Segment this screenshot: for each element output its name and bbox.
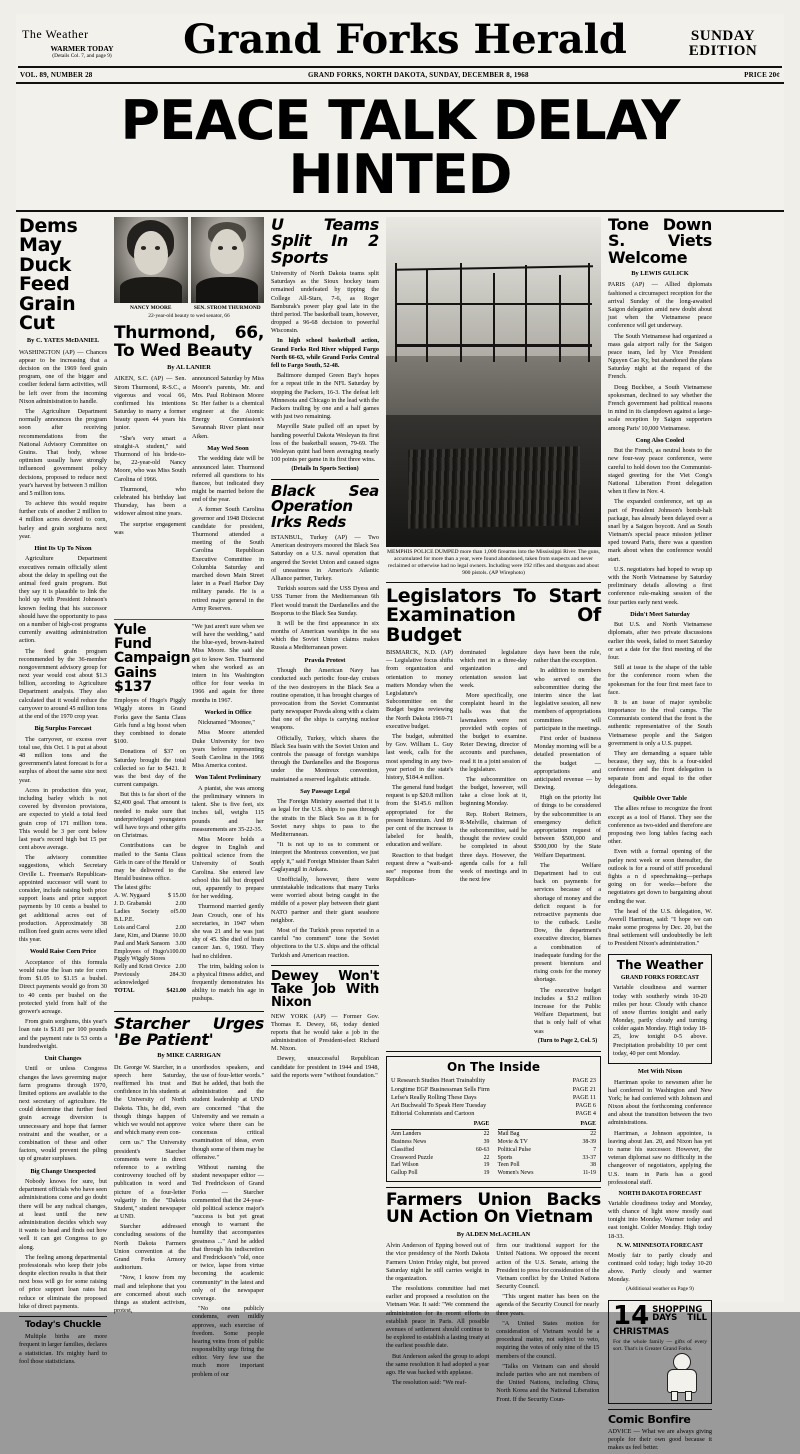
thurmond-para: announced Saturday by Miss Moore's parents, Mr. and Mrs. Paul Robinson Moore Sr. Her father is a chemical engineer at the Atomic Energy Commission's Savannah River plant near Aiken. [192,375,264,440]
legislators-para: Rep. Robert Reimers, R-Melville, chairman of the subcommittee, said he thought the review could be completed in about three days. However, the agenda calls for a full week of meetings and in the next few [460,810,527,884]
black-sea-para: ISTANBUL, Turkey (AP) — Two American destroyers moored the Black Sea Saturday on a U.S. naval operation that angered the Soviet Union and caused signs of uneasiness in America's Atlantic Alliance partner, Turkey. [271,534,379,582]
inside-feature-row[interactable] [391,1077,596,1085]
weather-flag-title: The Weather [22,26,89,41]
divider [114,619,264,620]
yule-item-label: Previously acknowledged [114,972,149,987]
yule-headline: Yule Fund Campaign Gains $137 [114,621,191,695]
yule-list-item [114,893,186,901]
yule-list-item [114,972,186,988]
thurmond-body [114,375,264,615]
legislators-para: BISMARCK, N.D. (AP) — Legislative focus shifts from organization and orientation to money matters Monday when the Legislature's Subcommittee on the Budget begins reviewing the North Dakota 1969-71 executive budget. [386,649,453,730]
comic-bonfire-title: Comic Bonfire [608,1412,691,1426]
starcher-para: Starcher addressed concluding sessions of the North Dakota Farmers Union convention at the Grand Forks Armory auditorium. [114,1223,186,1272]
starcher-para: cern us." The University president's Starcher comments were in direct reference to a swirling controversy touched off by publication in word and picture of a four-letter vulgarity in the "Dakota Student," student newspaper at UND. [114,1139,186,1221]
inside-feature-row[interactable] [391,1094,596,1102]
yule-item-label: Ladies Society of B.L.P.E. [114,909,176,923]
index-name: Classified [391,1146,415,1153]
black-sea-para: Officially, Turkey, which shares the Black Sea basin with the Soviet Union and controls the passage of foreign warships through the Dardanelles and the Bosporus under the Montreux convention, maintained a reserved legalistic attitude. [271,734,379,783]
thurmond-para: The wedding date will be announced later. Thurmond referred all questions to his fiancee, but indicated they might be married before the end of the year. [192,455,264,504]
divider [19,1316,107,1317]
yule-item-amount: 2.00 [175,901,186,908]
legislators-para: The budget, submitted by Gov. William L. Guy last week, calls for the most spending in any two-year period in the state's history, $184.4 million. [386,732,453,781]
inside-index-row[interactable] [498,1170,596,1178]
yule-item-label: Paul and Mark Sansom [114,940,170,947]
divider [386,1187,601,1188]
yule-item-label: Lois and Carol [114,924,150,931]
edition-flag [668,29,778,61]
column-4 [386,217,601,1454]
yule-item-label: Employees of Hugo's Piggly Wiggly Stores [114,948,170,963]
inside-index-header-label: PAGE [580,1121,596,1128]
thurmond-para: Miss Moore attended Duke University for two years before representing South Carolina in the 1966 Miss America contest. [192,729,264,770]
tone-down-para: They are demanding a square table because, they say, this is a four-sided conference and the front delegation is separate from and equal to the other delegations. [608,750,712,790]
inside-feature-text: U Research Studies Heart Trainability [391,1077,486,1085]
thurmond-para: The surprise engagement was [114,520,186,536]
index-name: Earl Wilson [391,1162,419,1169]
masthead [16,14,784,63]
tone-down-subhead: Met With Nixon [637,1068,683,1076]
index-name: Mail Bag [497,1131,520,1138]
folio-line [16,68,784,84]
thurmond-para: "We just aren't sure when we will have the wedding," said the blue-eyed, brown-haired Miss Moore. She said she got to know Sen. Thurmond when she worked as an intern in his Washington office for four weeks in 1966 and again for three months in 1967. [192,622,264,704]
thurmond-para: A former South Carolina governor and 1948 Dixiecrat candidate for president, Thurmond attended a meeting of the South Carolina Republican Executive Committee in Columbia Saturday and marched down Main Street later in a Pearl Harbor Day military parade. He is a retired major general in the Army Reserves. [192,506,264,612]
farmers-union-byline: By ALDEN McLACHLAN [456,1230,531,1238]
weather-nd-head: NORTH DAKOTA FORECAST [618,1190,702,1197]
dems-subhead: Hint Its Up To Nixon [34,545,92,553]
black-sea-headline: Black Sea Operation Irks Reds [271,482,379,531]
thurmond-subhead: Won Talent Preliminary [195,774,261,782]
starcher-para: "Now, I know from my mail and telephone that you are concerned about such things as student activism, protest, [114,1274,186,1315]
yule-item-amount: 100.00 [169,948,186,955]
inside-index-row[interactable] [498,1147,596,1155]
dems-para: Nobody knows for sure, but department officials who have seen administrations come and go doubt there will be any radical changes, at least until the new administration decides which way it wants to head and finds out how well it can get Congress to go along. [19,1178,107,1251]
column-5 [608,217,712,1454]
photo-names [114,305,264,312]
divider [271,479,379,480]
inside-feature-page: PAGE 4 [575,1110,596,1118]
inside-feature-page: PAGE 11 [572,1093,596,1101]
black-sea-subhead: Say Passage Legal [300,787,350,795]
index-page: 19 [483,1170,490,1177]
page-title: Grand Forks Herald [183,16,627,63]
dems-subhead: Big Surplus Forecast [34,725,92,733]
farmers-para: "This urgent matter has been on the agenda of the Security Council for nearly three years. [496,1293,600,1317]
yule-item-amount: 284.30 [169,972,186,979]
starcher-byline: By MIKE CARRIGAN [157,1052,221,1060]
dewey-headline: Dewey Won't Take Job With Nixon [271,968,379,1011]
inside-feature-row[interactable] [391,1102,596,1110]
legislators-headline: Legislators To Start Examination Of Budget [386,584,601,646]
dems-headline: Dems May Duck Feed Grain Cut [19,215,78,334]
tone-down-para: The allies refuse to recognize the front except as a tool of Hanoi. They see the conference as two-sided and therefore are proposing two long tables facing each other. [608,805,712,846]
index-page: 19 [483,1162,490,1169]
dems-para: WASHINGTON (AP) — Chances appear to be increasing that a decision on the 1969 feed grain program, one of the bigger and costlier federal farm activities, will be left over from the incoming Nixon administration to handle. [19,348,107,405]
index-page: 22 [483,1154,490,1161]
yule-item-amount: 3.00 [175,940,186,947]
inside-index-row[interactable] [391,1131,489,1139]
yule-item-label: J. D. Grabanski [114,901,152,908]
yule-and-sea [114,623,264,1006]
thurmond-para: Miss Moore holds a degree in English and political science from the University of South Carolina. She entered law school this fall but dropped out, apparently to prepare for her wedding. [192,835,264,901]
dems-para: The Agriculture Department normally announces the program soon after receiving recommendations from the National Advisory Committee on Grains. That body, whose optimism usually have strongly influenced government policy decisions, proposed to reduce next year's harvest by between 3 million and 5 million tons. [19,408,107,497]
dems-para: The carryover, or excess over total use, this Oct. 1 is put at about 48 million tons and the government's latest forecast is for a surplus of about the same size next year. [19,735,107,784]
legislators-body [386,649,601,1046]
farmers-para: Alvin Anderson of Epping bowed out of the vice presidency of the North Dakota Farmers Union Friday night, but proved Saturday night he still carries weight in the organization. [386,1242,490,1282]
inside-index-row[interactable] [498,1139,596,1147]
inside-index-row[interactable] [391,1147,489,1155]
index-page: 11-19 [582,1170,596,1177]
starcher-headline: Starcher Urges 'Be Patient' [114,1013,264,1049]
tone-down-para: Harriman spoke to newsmen after he had conferred in Washington and New York; he had conferred with Johnson and Nixon about the forthcoming conference and about the transition between the two administrations. [608,1078,712,1127]
u-teams-para: Baltimore dumped Green Bay's hopes for a repeat title in the NFL Saturday by stopping the Packers, 16-3. The defeat left Minnesota and Chicago in the lead with the Packers trailing by one and a half games with just two remaining. [271,372,379,421]
yule-list-item [114,909,186,925]
tone-down-para: PARIS (AP) — Allied diplomats fashioned a circumspect reception for the arrival Sunday of the long-awaited Saigon delegation amid new doubt about just when the Vietnamese peace conference will get underway. [608,281,712,330]
legislators-para: The subcommittee on the budget, however, will take a close look at it, beginning Monday. [460,775,527,808]
legislators-para: The Welfare Department had to cut back on payments for services because of a shortage of money and the deficit request is for retroactive payments due to the cutback. Leslie Dow, the department's executive director, blames a combination of inadequate funding for the present biennium and rising costs for the money shortage. [534,861,601,984]
dems-para: Agriculture Department executives remain officially silent about the delay in spelling out the animal feed grain program. But they say it is plausible to link the hold up with President Johnson's known feeling that his successor should have the opportunity to pass on a number of high-cost programs currently awaiting administration action. [19,555,107,645]
tone-down-para: The head of the U.S. delegation, W. Averell Harriman, said: "I hope we can make some progress by Dec. 20, but the final settlement will undoubtedly be left to President Nixon's administration." [608,907,712,948]
inside-index-header-label: PAGE [473,1121,490,1128]
divider [271,965,379,966]
yule-list-item [114,941,186,949]
yule-para: Employes of Hugo's Piggly Wiggly stores in Grand Forks gave the Santa Claus Girls fund a big boost when they combined to donate $100. [114,697,186,746]
yule-para: Contributions can be mailed to the Santa Claus Girls in care of the Herald or may be delivered to the Herald business office. [114,842,186,883]
farmers-union-headline: Farmers Union Backs UN Action On Vietnam [386,1190,601,1228]
inside-feature-page: PAGE 21 [572,1085,596,1093]
weather-nw-head: N. W. MINNESOTA FORECAST [616,1242,704,1249]
thurmond-para: AIKEN, S.C. (AP) — Sen. Strom Thurmond, R-S.C., a vigorous and vocal 66, confirmed his intentions Saturday to marry a former beauty queen 44 years his junior. [114,375,186,432]
divider [386,1051,601,1052]
yule-para: Donations of $37 on Saturday brought the total collected so far to $421. It was the best day of the current campaign. [114,748,186,789]
yule-item-amount: 5.00 [175,909,186,916]
thurmond-subhead: Worked in Office [204,708,252,716]
farmers-para: But Anderson asked the group to adopt the same resolution it had adopted a year ago. He was backed with applause. [386,1352,490,1376]
index-page: 38-39 [582,1138,596,1145]
black-sea-para: It will be the first appearance in six months of American warships in the sea which the Soviet Union claims makes Russia a Mediterranean power. [271,619,379,652]
weather-forecast-head: GRAND FORKS FORECAST [620,975,700,982]
black-sea-para: Turkish sources said the USS Dyess and USS Turner from the Mediterranean 6th Fleet would transit the Dardanelles and the Bosporus to the Black Sea Sunday. [271,585,379,617]
edition-flag-line2: EDITION [688,43,758,60]
index-page: 39 [483,1138,490,1145]
legislators-turn-link[interactable]: (Turn to Page 2, Col. 5) [537,1037,598,1044]
dems-para: Acres in production this year, including barley which is not covered by diversion provisions, are expected to yield a total feed grain crop of 171 million tons. This would be 3 per cent below last year's record high but 15 per cent above average. [19,786,107,852]
inside-feature-text: Longtime EGF Businessman Sells Firm [391,1085,490,1093]
starcher-para: "No one publicly condemns, even mildly approves, such exercise of freedom. Some people hearing veins from of public responsibility urge firing the editor. Very few use the much more important problem of our [192,1305,264,1378]
inside-index-row[interactable] [391,1139,489,1147]
thurmond-para: Thurmond married gently Jean Crouch, one of his secretaries, in 1947 when she was 21 and he was just shy of 45. She died of brain cancer Jan. 6, 1960. They had no children. [192,903,264,960]
starcher-para: Without naming the student newspaper editor — Ted Fredrickson of Grand Forks — Starcher commented that the 24-year-old political science major's "success is but yet great enough to warrant the humility that accompanies greatness ..." And he added that through his indiscretion and Fredrickson's "old, once or twice, lapse from virtue becoming the academic community" in the latest and only of the newspaper coverage. [192,1163,264,1302]
inside-index-header [498,1121,596,1130]
folio-price: PRICE 20¢ [744,71,780,79]
farmers-para: "A United States motion for consideration of Vietnam would be a procedural matter, not subject to veto, requiring the votes of only nine of the 15 members of the council. [496,1319,600,1360]
index-page: 22 [590,1131,596,1138]
starcher-body [114,1064,264,1381]
yule-item-amount: 10.00 [172,932,186,939]
chuckle-title: Today's Chuckle [25,1320,101,1331]
dems-para: The feeling among departmental professionals who keep their jobs despite election results is that their next boss will go for some raising of price support loan rates but reduce or eliminate the proposed hike of direct payments. [19,1253,107,1310]
inside-feature-text: Lefse's Really Rolling These Days [391,1093,477,1101]
index-name: Movie & TV [497,1138,528,1145]
dewey-para: Dewey, unsuccessful Republican candidate for president in 1944 and 1948, said the reports were "without foundation." [271,1055,379,1079]
weather-flag-details: (Details Col. 7, and page 9) [52,53,112,60]
thurmond-para: The trim, balding solon is a physical fitness addict, and frequently demonstrates his ability to match his age in pushups. [192,962,264,1003]
starcher-para: unorthodox speakers, and the use of four-letter words." But he added, that both the administration and the student leadership at UND are concerned "that the University and we remain a voice where there can be concensus critical examination of ideas, even though some of them may be offensive." [192,1063,265,1161]
index-page: 60-63 [475,1146,490,1153]
yule-item-amount: 2.00 [175,924,186,931]
tone-down-para: It is an issue of major symbolic importance to the rival camps. The Communists contend that the front is the authentic representative of the South Vietnamese people and the Saigon government is only a U.S. puppet. [608,698,712,747]
index-name: Women's News [497,1170,534,1177]
photo-nancy-moore [114,217,188,303]
thurmond-photo-pair [114,217,264,303]
inside-index-row[interactable] [498,1155,596,1163]
yule-list-item [114,949,186,965]
tone-down-para: The South Vietnamese had organized a mass gala airport rally for the Saigon peace team, led by Vice President Nguyen Cao Ky, but abandoned the plans Saturday night at the request of the French. [608,332,712,381]
photo-strom-thurmond [191,217,265,303]
yule-total-amount: $421.00 [166,988,186,995]
yule-item-amount: 2.00 [175,964,186,971]
inside-feature-page: PAGE 23 [572,1077,596,1085]
folio-volume: VOL. 89, NUMBER 28 [20,71,93,79]
yule-list-item [114,933,186,941]
page-grid [16,212,784,1454]
legislators-para: The executive budget includes a $3.2 million increase for the Public Welfare Department, but that is only half of what was [534,986,601,1035]
newspaper-sheet [16,14,784,1452]
farmers-para: The resolutions committee had met earlier and proposed a resolution on the Vietnam War. It said: "We commend the administration for its recent efforts to establish peace in Paris. All possible avenues of settlement should continue to be explored to establish a lasting treaty at the earliest possible date. [386,1285,490,1350]
photo-caption: MEMPHIS POLICE DUMPED more than 1,000 firearms into the Mississippi River. The guns, accumulated for more than a year, were found abandoned, taken from suspects and never reclaimed or otherwise had no legal owners. Including were 192 rifles and shotguns and about 900 pistols. (AP Wirephoto) [387,549,600,576]
index-page: 22 [483,1131,490,1138]
weather-box [608,954,712,1064]
index-name: Business News [391,1138,427,1145]
black-sea-para: Though the American Navy has conducted such periodic four-day cruises of the two destroyers in the Black Sea a routine operation, it has brought charges of provocation from the Soviet Communist party newspaper Pravda along with a claim that one of the ships is carrying nuclear weapons. [271,667,379,732]
starcher-para: Dr. George W. Starcher, in a speech here Saturday, reaffirmed his trust and confidence in his students at the University of North Dakota. This, he did, even though things happen of which we would not approve and which many even con- [114,1063,186,1137]
thurmond-para: A pianist, she was among the preliminary winners in talent. She is five feet, six inches tall, weighs 115 pounds and her measurements are 35-22-35. [192,784,264,833]
index-name: Gallup Poll [391,1170,418,1177]
yule-item-label: The latest gifts: [114,885,152,892]
column-2 [114,217,264,1454]
dems-para: From grain sorghums, this year's loan rate is $1.81 per 100 pounds and the payment rate is 53 cents a hundredweight. [19,1018,107,1050]
farmers-union-body [386,1242,601,1406]
divider [386,582,601,583]
index-name: Political Pulse [497,1146,531,1153]
u-teams-details-link[interactable]: (Details In Sports Section) [291,466,359,473]
masthead-title-wrap [142,16,668,63]
weather-nd-text: Variable cloudiness today and Monday, with chance of light snow mostly east tonight into Monday. Warmer today and east tonight. Colder Monday. High today 18-33. [608,1199,712,1240]
index-name: Ann Landers [391,1131,422,1138]
farmers-para: The resolution said: "We reaf- [392,1379,467,1387]
thurmond-para: Thurmond, who celebrated his birthday last Thursday, has been a widower almost nine years. [114,485,186,518]
inside-feature-row[interactable] [391,1110,596,1118]
yule-item-label: A. W. Nygaard [114,893,150,900]
yule-list-item [114,901,186,909]
tone-down-subhead: Quibble Over Table [633,794,687,802]
inside-index-right [498,1121,596,1178]
yule-total-label: TOTAL [114,988,135,995]
tone-down-headline: Tone Down S. Viets Welcome [608,215,712,267]
photo-name-right: SEN. STROM THURMOND [193,305,261,311]
tone-down-subhead: Cong Also Cooled [635,436,685,444]
thurmond-para: "She's very smart a straight-A student," said Thurmond of his bride-to-be, 22-year-old Nancy Moore, who was Miss South Carolina of 1966. [114,434,186,483]
thurmond-headline: Thurmond, 66, To Wed Beauty [114,323,264,361]
weather-more-link[interactable]: (Additional weather on Page 9) [626,1286,694,1293]
u-teams-para: University of North Dakota teams split Saturdays as the Sioux hockey team remained undefeated by tipping the College All-Stars, 7-6, as Roger Bamburak's power play goal late in the third period. The basketball team, however, dropped a 96-68 decision to powerful Wisconsin. [271,269,379,335]
black-sea-para: Unofficially, however, there were unmistakable indications that many Turks were worried about being caught in the middle of a power play between their giant NATO partner and their giant seashore neighbor. [271,875,379,924]
inside-index-row[interactable] [498,1131,596,1139]
shopping-days-number: 14 [613,1300,650,1331]
black-sea-subhead: Pravda Protest [304,656,346,664]
farmers-para: "Talks on Vietnam can and should include parties who are not members of the United Nations, including China, North Korea and the National Liberation Front. If the Security Coun- [496,1362,600,1403]
bridge-structure [395,263,593,362]
dems-para: Acceptance of this formula would raise the loan rate for corn from $1.05 to $1.15 a bushel. Direct payments would go from 30 to 40 cents per bushel on the protected yield from half of the grower's acreage. [19,958,107,1015]
dems-subhead: Unit Changes [44,1054,82,1062]
legislators-para: dominated legislature which met in a three-day organization and orientation session last week. [460,649,527,689]
tone-down-para: U.S. negotiators had hoped to wrap up with the North Vietnamese by Saturday preliminary details allowing a first conference rule-making session of the four parties early next week. [608,565,712,606]
dems-subhead: Big Change Unexpected [30,1167,96,1175]
dems-para: The feed grain program recommended by the 36-member nongovernment advisory group for next year would cost about $1.3 billion, according to Agriculture Department analysis. They also calculated that it would reduce the carryover to around 45 million tons at the end of the 1970 crop year. [19,647,107,721]
black-sea-para: The Foreign Ministry asserted that it is as legal for the U.S. ships to pass through the straits in the Black Sea as it is for Soviet navy ships to pass to the Mediterranean. [271,798,379,838]
dems-para: To achieve this would require further cuts of another 2 million to 4 million acres devoted to corn, barley and grain sorghums next year. [19,500,107,540]
column-3 [271,217,379,1454]
dems-subhead: Would Raise Corn Price [29,948,97,956]
inside-index-row[interactable] [391,1162,489,1170]
legislators-para: High on the priority list of things to be considered by the subcommittee is an emergency deficit appropriation request of between $500,000 and $500,000 by the State Welfare Department. [534,794,601,859]
divider [608,1409,712,1410]
chuckle-text: Multiple births are more frequent in larger families, declares a statistician. It's mighty hard to fool those statisticians. [19,1333,107,1365]
index-name: Teen Poll [497,1162,520,1169]
index-page: 38 [590,1162,596,1169]
thurmond-subhead: May Wed Soon [207,444,249,452]
shopping-days-text: SHOPPING DAYS TILL CHRISTMAS [613,1304,707,1338]
tone-down-para: But the French, as neutral hosts to the new four-way peace conference, were careful to hold down too the Communist-staged greeting for the Viet Cong's National Liberation Front delegation when it flew in Nov. 4. [608,447,712,496]
memphis-guns-photo [386,217,601,547]
dewey-para: NEW YORK (AP) — Former Gov. Thomas E. Dewey, 66, today denied reports that he would take a job in the administration of President-elect Richard M. Nixon. [271,1012,379,1053]
inside-index-left [391,1121,489,1178]
inside-index [391,1121,596,1178]
thurmond-para: Nicknamed "Moonee," [198,719,255,727]
yule-item-label: Jane, Kim, and Dianne [114,932,169,939]
shopping-days-small-text: For the whole family — gifts of every sort. That's in Greater Grand Forks. [613,1339,707,1353]
inside-feature-text: Art Buchwald To Speak Here Tuesday [391,1101,487,1109]
legislators-para: Reaction to that budget request drew a "wait-and-see" response from the Republican- [386,851,453,884]
edition-flag-line1: SUNDAY [690,27,756,44]
u-teams-para: Mayville State pulled off an upset by handing powerful Dakota Wesleyan its first loss of the basketball season, 79-69. The Wesleyan quint had been averaging nearly 100 points per game in its first three wins. [271,423,379,464]
yule-item-label: Kelly and Kristi Orvice [114,964,171,971]
tone-down-para: But U.S. and North Vietnamese diplomats, after two private discussions earlier this week, failed to meet Saturday or set a date for the first meeting of the four. [608,621,712,661]
legislators-para: First order of business Monday morning will be a detailed presentation of the budget — appropriations and anticipated revenue — by Dewing. [534,734,601,792]
yule-list-item [114,964,186,972]
legislators-para: More specifically, one complaint heard in the halls was that the lawmakers were not provided with copies of the budget to examine. Reier Dewing, director of accounts and purchases, read it in a joint session of the legislature. [460,692,527,773]
black-sea-para: "It is not up to us to comment or interpret the Montreux convention, we just apply it," said Foreign Minister Ihsan Sabri Caglayangil in Ankara. [271,841,379,873]
on-the-inside-title: On The Inside [447,1059,540,1074]
inside-feature-row[interactable] [391,1086,596,1094]
dems-byline: By C. YATES McDANIEL [26,337,100,345]
weather-forecast-text: Variable cloudiness and warmer today with southerly winds 10-20 miles per hour. Cloudy with chance of snow flurries tonight and early Monday, partly cloudy and turning colder again Monday. High today 18-25, low tonight 0-5 above. Precipitation probability 10 per cent today, 40 per cent Monday. [613,984,707,1057]
inside-feature-page: PAGE 6 [575,1101,596,1109]
tone-down-para: Still at issue is the shape of the table for the conference room when the spokesman for the four first meet face to face. [608,664,712,696]
tone-down-byline: By LEWIS GULICK [631,269,689,277]
tone-down-subhead: Didn't Meet Saturday [630,610,690,618]
inside-index-row[interactable] [498,1162,596,1170]
farmers-para: firm our traditional support for the United Nations. We opposed the recent action of the U.S. Senate, arising the President to press for consideration of the Vietnam conflict by the United Nations Security Council. [496,1242,600,1291]
tone-down-para: Harriman, a Johnson appointee, is leaving about Jan. 20, and Nixon has yet to name his successor. However, the veteran diplomat saw no difficulty in the changeover of negotiators, applying the U.S. team in Paris has a good professional staff. [608,1129,712,1186]
legislators-para: days have been the rule, rather than the exception. [534,649,601,665]
dems-para: The advisory committee suggestions, which Secretary Orville L. Freeman's Republican-appointed successor will want to consider, include raising both price support loans and price support payments by 10 cents a bushel to get additional acres out of production. Approximately 38 million feed grain acres were idled this year. [19,854,107,944]
photo-name-left: NANCY MOORE [129,305,172,311]
tone-down-para: The expanded conference, set up as part of President Johnson's bomb-halt package, has already been delayed over a snarl by a Saigon boycott. And as South Vietnam's special peace mission jetliner sped toward Paris, there was a question mark about when the conference would start. [608,498,712,563]
weather-box-title: The Weather [616,957,704,972]
folio-place-date: GRAND FORKS, NORTH DAKOTA, SUNDAY, DECEMBER 8, 1968 [307,71,529,79]
inside-index-row[interactable] [391,1155,489,1163]
black-sea-para: Most of the Turkish press reported in a careful "no comment" tone the Soviet objections to the U.S. ships and the official Turkish and American reaction. [271,927,379,959]
banner-headline: PEACE TALK DELAY HINTED [16,84,784,212]
inside-index-row[interactable] [391,1170,489,1178]
photo-caption: 22-year-old beauty to wed senator, 66 [148,313,230,320]
legislators-para: The general fund budget request is up $20.8 million from the $145.6 million appropriated for the present biennium. And 89 per cent of the increase is labeled for health, education and welfare. [386,784,453,849]
thurmond-byline: By AL LANIER [167,363,211,371]
yule-list-total [114,988,186,996]
u-teams-headline: U Teams Split In 2 Sports [271,215,379,267]
inside-index-header [391,1121,489,1130]
santa-figure-icon [659,1353,705,1399]
legislators-para: In addition to members who served on the subcommittee during the interim since the last legislative session, all new members of appropriations committees will participate in the meetings. [534,667,602,732]
u-teams-subpara: In high school basketball action, Grand Forks Red River whipped Fargo North 66-63, while Grand Forks Central fell to Fargo South, 52-48. [271,337,379,369]
yule-list-item [114,925,186,933]
comic-bonfire-text: ADVICE — What we are always giving people for their own good because it makes us feel better. [608,1427,712,1452]
index-page: 33-37 [582,1154,596,1161]
index-name: Sports [497,1154,513,1161]
tone-down-para: Even with a formal opening of the parley next week or soon thereafter, the outlook is for a round of stiff procedural fights a n d speechmaking—perhaps going on for weeks—before the negotiators get down to bargaining about ending the war. [608,848,712,905]
shopping-days-ad[interactable] [608,1300,712,1404]
column-1 [19,217,107,1454]
weather-flag-warm: WARMER TODAY [50,43,114,53]
index-name: Crossword Puzzle [391,1154,434,1161]
tone-down-para: Doug Buckbee, a South Vietnamese spokesman, declined to say whether the French government had political reasons in mind in its clampdown against a large-scale reception by Saigon supporters among Paris' 10,000 Vietnamese. [608,383,712,432]
on-the-inside-box [386,1056,601,1182]
divider [114,1011,264,1012]
yule-para: But this is far short of the $2,400 goal. That amount is needed to make sure that underprivileged youngsters will have toys and other gifts on Christmas. [114,791,187,840]
weather-flag [22,27,142,60]
weather-nw-text: Mostly fair to partly cloudy and continued cold today; high today 10-20 above. Partly cloudy and warmer Monday. [608,1251,712,1284]
index-page: 7 [593,1146,596,1153]
inside-feature-text: Editorial Columnists and Cartoon [391,1110,475,1118]
dems-para: Until or unless Congress changes the laws governing major farm programs through 1970, limited options are available to the next secretary of agriculture. He could determine that further feed grain acreage diversion is unnecessary and hope that farmer restraint and the weather, or a combination of these and other factors, would prevent the piling up of greater surpluses. [19,1065,107,1163]
yule-item-amount: $ 15.00 [168,893,186,900]
